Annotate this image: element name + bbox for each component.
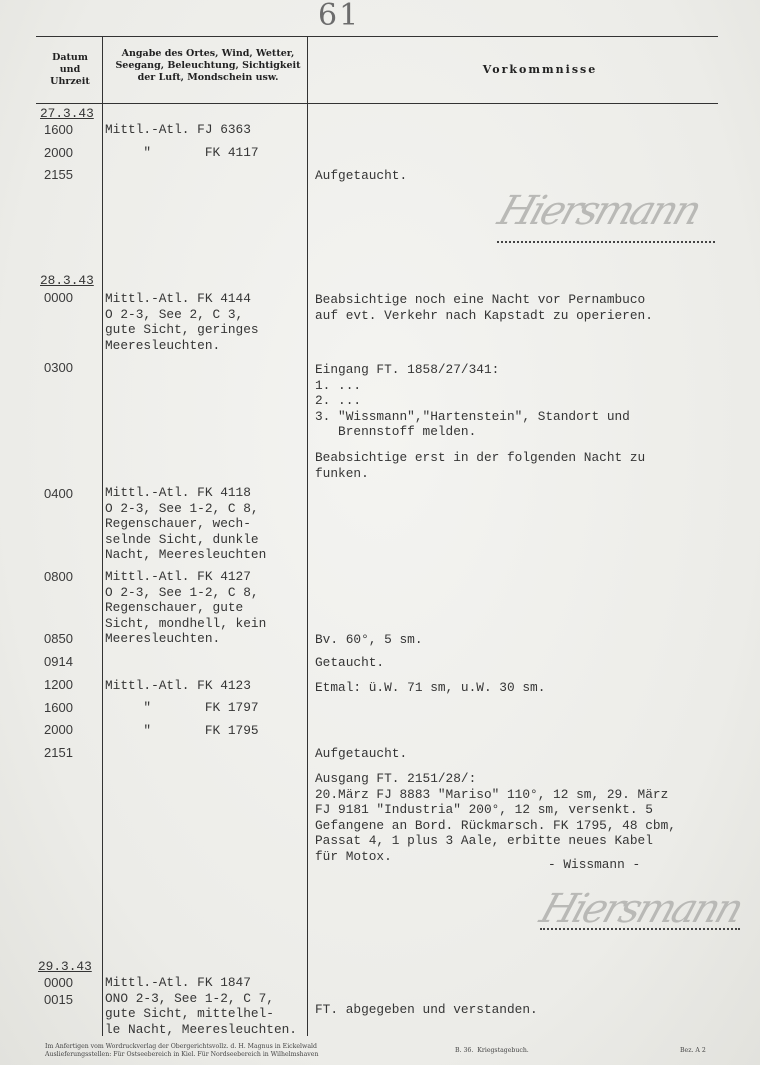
header-events-column: Vorkommnisse: [482, 63, 598, 76]
position-weather-text: Mittl.-Atl. FJ 6363: [105, 122, 251, 137]
event-text: Ausgang FT. 2151/28/: 20.März FJ 8883 "Mariso" 110°, 12 sm, 29. März FJ 9181 "Industria" 200°, 12 sm, versenkt. 5 Gefangene an Bord. Rückmarsch. FK 1795, 48 cbm, Passat 4, 1 plus 3 Aale, erbitte neues Kabel für Motox.: [315, 771, 676, 864]
entry-time: 0400: [44, 486, 73, 501]
header-date-line-2: und: [59, 64, 81, 75]
entry-date: 29.3.43: [38, 959, 92, 974]
entry-time: 2151: [44, 745, 73, 760]
page-number: 61: [318, 0, 361, 33]
position-weather-text: " FK 1797: [105, 700, 259, 715]
position-weather-text: Mittl.-Atl. FK 4144 O 2-3, See 2, C 3, gute Sicht, geringes Meeresleuchten.: [105, 291, 259, 353]
signature-1-line: [497, 241, 715, 243]
footer-form-name: B. 36. Kriegstagebuch.: [455, 1047, 529, 1054]
entry-time: 1200: [44, 677, 73, 692]
table-top-rule: [36, 36, 718, 37]
event-text: - Wissmann -: [548, 857, 641, 872]
entry-date: 27.3.43: [40, 106, 94, 121]
header-place-column: [108, 48, 308, 84]
entry-time: 2155: [44, 167, 73, 182]
event-text: Eingang FT. 1858/27/341: 1. ... 2. ... 3. "Wissmann","Hartenstein", Standort und Brennstoff melden.: [315, 362, 630, 440]
header-place-line-3: der Luft, Mondschein usw.: [137, 72, 279, 83]
entry-time: 0850: [44, 631, 73, 646]
entry-time: 1600: [44, 700, 73, 715]
position-weather-text: Mittl.-Atl. FK 4123: [105, 678, 251, 693]
footer-printer-note: Im Anfertigen vom Wordruckverlag der Obergerichtsvollz. d. H. Magnus in Eickelwald Auslieferungsstellen: Für Ostseebereich in Kiel. Für Nordseebereich in Wilhelmshaven: [45, 1043, 319, 1058]
position-weather-text: " FK 1795: [105, 723, 259, 738]
event-text: FT. abgegeben und verstanden.: [315, 1002, 538, 1017]
entry-time: 0015: [44, 992, 73, 1007]
event-text: Beabsichtige erst in der folgenden Nacht zu funken.: [315, 450, 646, 481]
position-weather-text: " FK 4117: [105, 145, 259, 160]
position-weather-text: Mittl.-Atl. FK 4127 O 2-3, See 1-2, C 8, Regenschauer, gute Sicht, mondhell, kein Meeresleuchten.: [105, 569, 267, 647]
header-place-line-1: Angabe des Ortes, Wind, Wetter,: [121, 48, 295, 59]
position-weather-text: Mittl.-Atl. FK 4118 O 2-3, See 1-2, C 8, Regenschauer, wech- selnde Sicht, dunkle Nacht, Meeresleuchten: [105, 485, 267, 563]
entry-date: 28.3.43: [40, 273, 94, 288]
entry-time: 1600: [44, 122, 73, 137]
date-column-rule: [102, 36, 103, 1036]
event-text: Etmal: ü.W. 71 sm, u.W. 30 sm.: [315, 680, 546, 695]
position-weather-text: Mittl.-Atl. FK 1847 ONO 2-3, See 1-2, C 7, gute Sicht, mittelhel- le Nacht, Meeresleuchten.: [105, 975, 297, 1037]
signature-2-icon: Hiersmann: [534, 886, 747, 932]
entry-time: 0000: [44, 975, 73, 990]
footer-form-number: Bez. A 2: [680, 1047, 706, 1054]
entry-time: 2000: [44, 722, 73, 737]
event-text: Aufgetaucht.: [315, 746, 408, 761]
entry-time: 0300: [44, 360, 73, 375]
entry-time: 0800: [44, 569, 73, 584]
event-text: Getaucht.: [315, 655, 385, 670]
entry-time: 2000: [44, 145, 73, 160]
header-bottom-rule: [36, 103, 718, 104]
header-date-line-3: Uhrzeit: [50, 76, 90, 87]
header-place-line-2: Seegang, Beleuchtung, Sichtigkeit: [115, 60, 301, 71]
signature-2-line: [540, 928, 740, 930]
entry-time: 0000: [44, 290, 73, 305]
signature-1-icon: Hiersmann: [492, 188, 705, 234]
event-text: Beabsichtige noch eine Nacht vor Pernambuco auf evt. Verkehr nach Kapstadt zu operieren.: [315, 292, 653, 323]
entry-time: 0914: [44, 654, 73, 669]
event-text: Bv. 60°, 5 sm.: [315, 632, 423, 647]
place-column-rule: [307, 36, 308, 1036]
event-text: Aufgetaucht.: [315, 168, 408, 183]
header-date-line-1: Datum: [52, 52, 88, 63]
header-date-column: [38, 52, 102, 88]
